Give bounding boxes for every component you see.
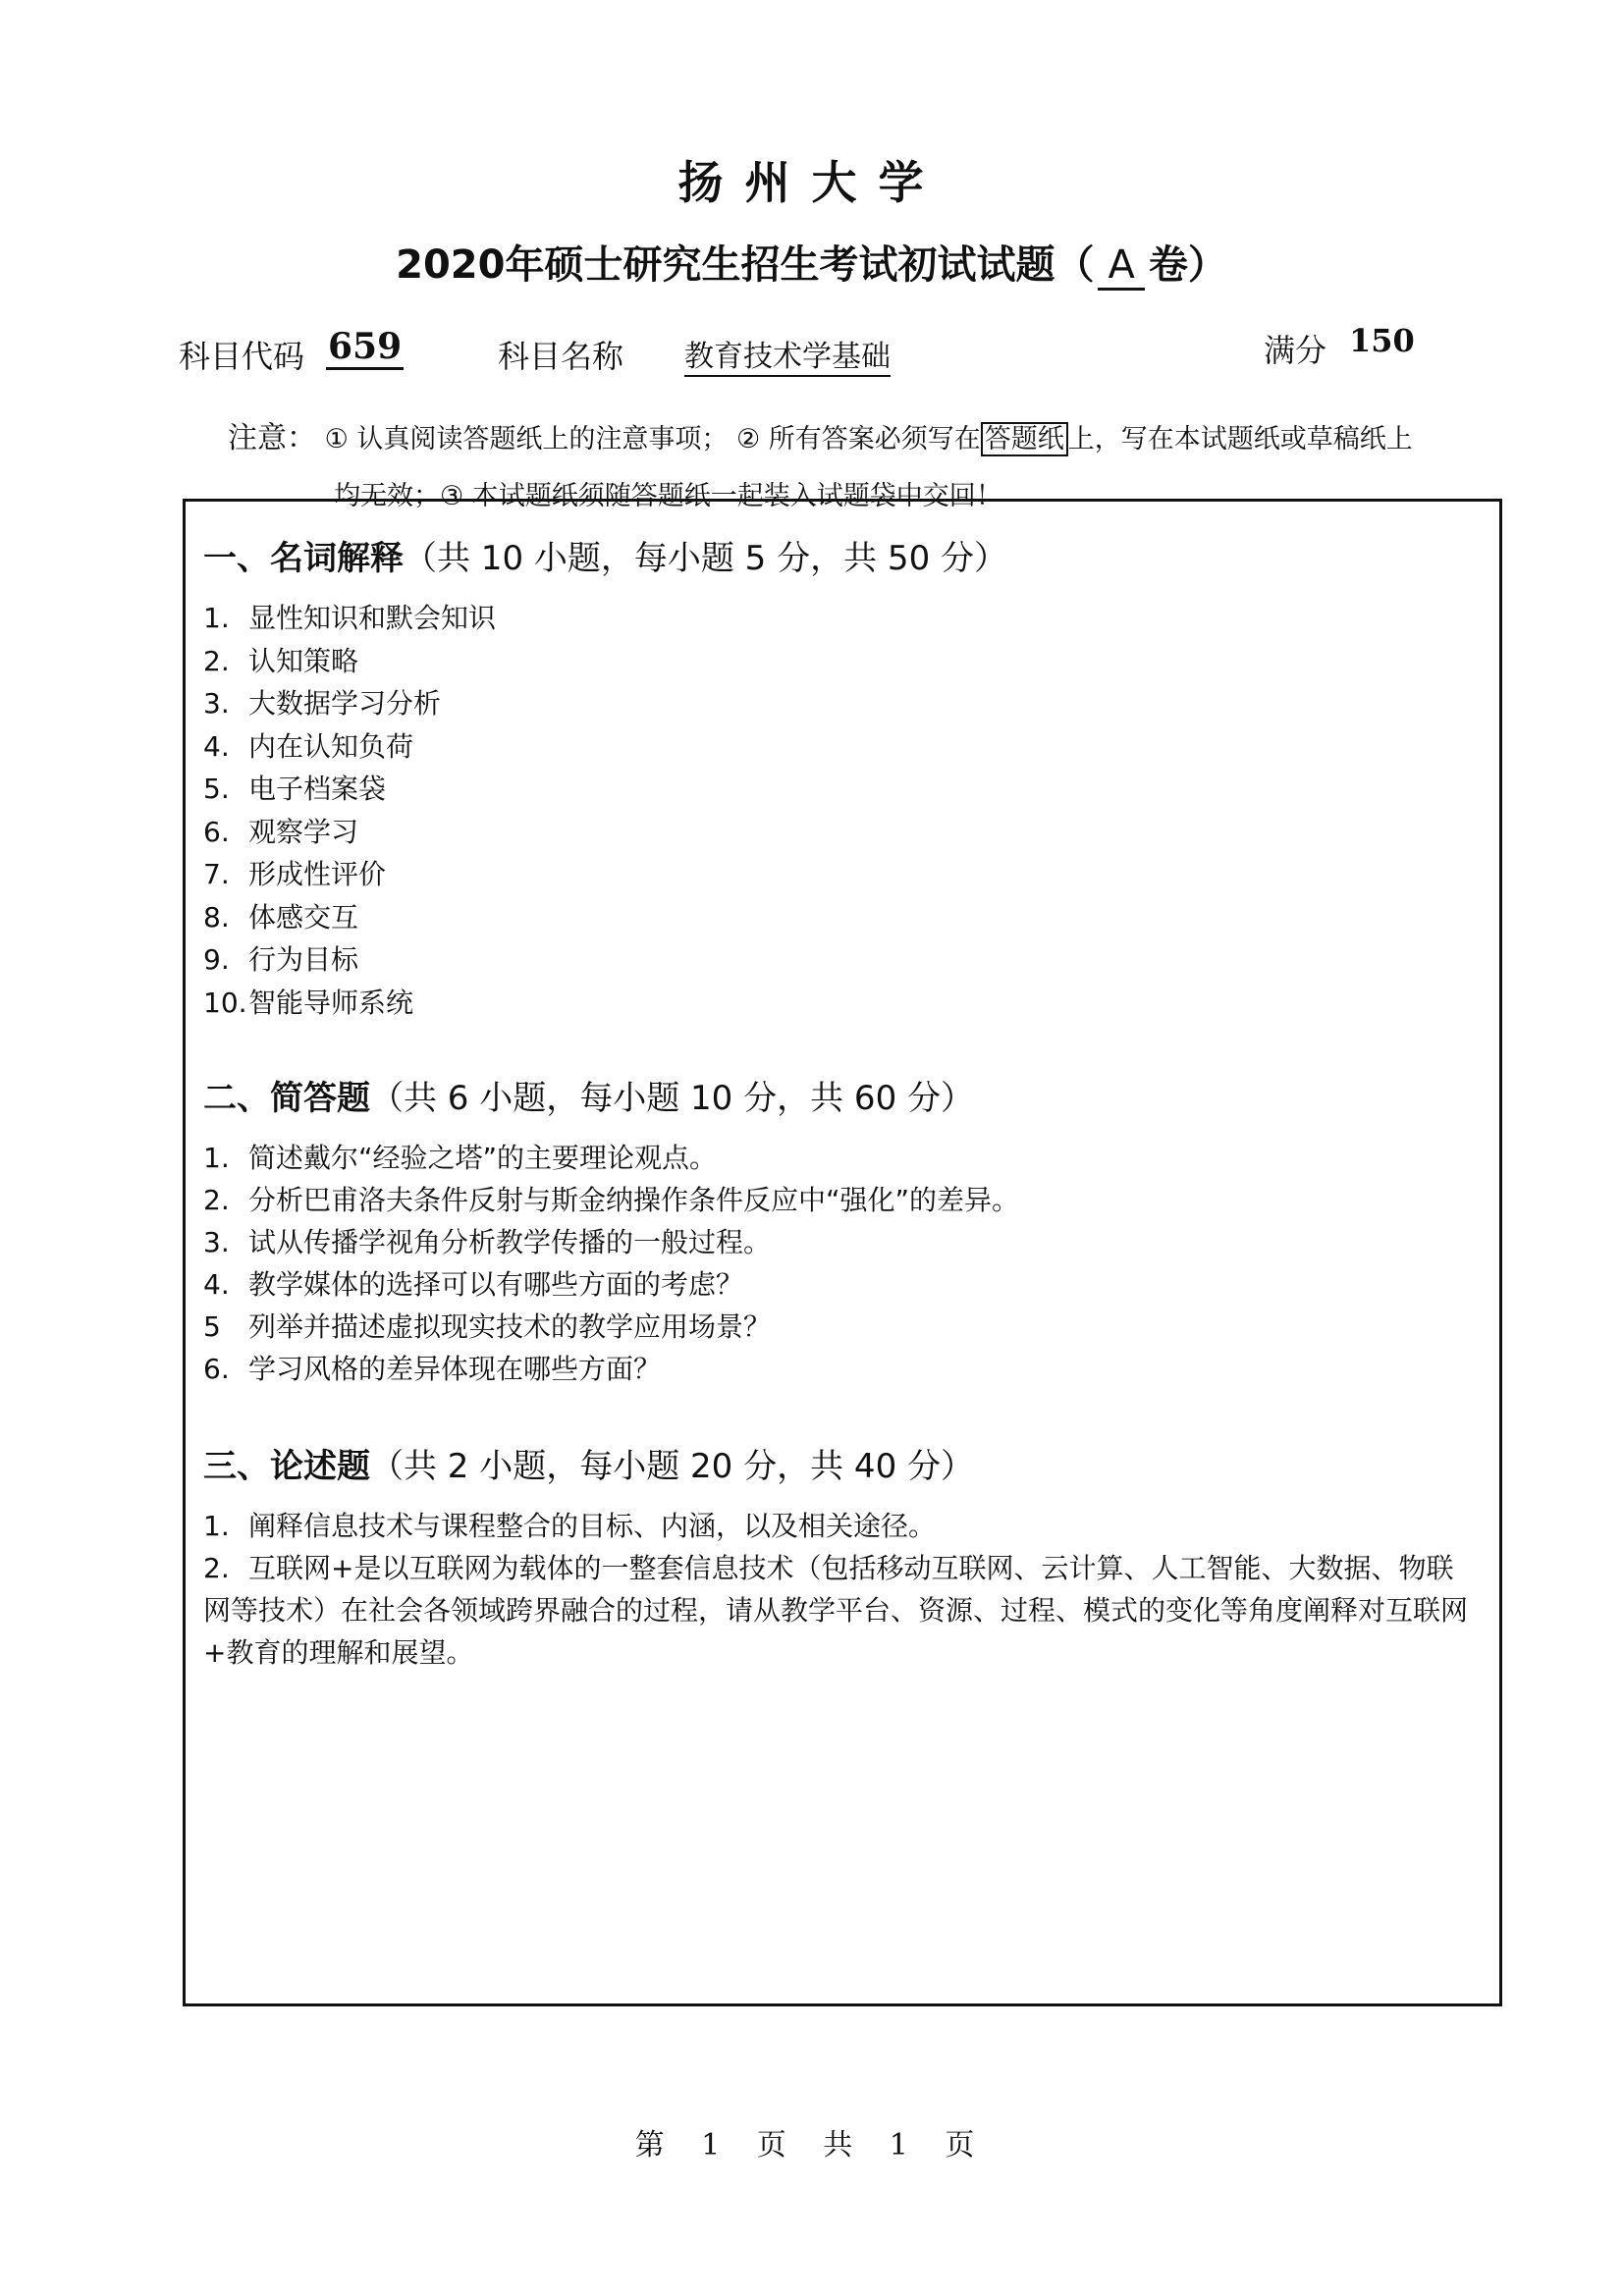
question-text: 学习风格的差异体现在哪些方面？ <box>248 1353 662 1385</box>
question-number: 8. <box>203 900 230 934</box>
question-text: 显性知识和默会知识 <box>248 602 497 634</box>
questions-box <box>183 499 1502 2006</box>
question-text: 试从传播学视角分析教学传播的一般过程。 <box>248 1226 772 1258</box>
question-item <box>203 982 1480 1025</box>
question-text: 内在认知负荷 <box>248 729 414 763</box>
question-text: 大数据学习分析 <box>248 687 442 720</box>
question-number: 3. <box>203 687 230 720</box>
section-score-info: （共 2 小题，每小题 20 分，共 40 分） <box>370 1447 975 1486</box>
section-heading: 二、简答题 <box>203 1079 370 1118</box>
answer-sheet-boxed-text: 答题纸 <box>981 422 1068 456</box>
question-item <box>203 811 1480 854</box>
question-number: 10. <box>203 986 247 1019</box>
question-text: 认知策略 <box>248 644 359 677</box>
question-text: 形成性评价 <box>248 858 387 890</box>
question-text: 行为目标 <box>248 943 359 976</box>
question-number: 2. <box>203 1184 230 1216</box>
question-number: 2. <box>203 1552 230 1584</box>
question-number: 4. <box>203 1268 230 1301</box>
question-text: 互联网+是以互联网为载体的一整套信息技术（包括移动互联网、云计算、人工智能、大数据、物联网等技术）在社会各领域跨界融合的过程，请从教学平台、资源、过程、模式的变化等角度阐释对互联网+教育的理解和展望。 <box>203 1552 1469 1669</box>
question-item <box>203 640 1480 683</box>
question-item <box>203 1137 1480 1179</box>
question-item <box>203 1348 1480 1390</box>
question-item <box>203 896 1480 939</box>
question-text: 智能导师系统 <box>248 986 414 1019</box>
notice-label: 注意： <box>228 421 316 455</box>
question-item <box>203 1221 1480 1263</box>
question-number: 1. <box>203 1510 230 1542</box>
question-number: 1. <box>203 1142 230 1174</box>
section-heading: 三、论述题 <box>203 1447 370 1486</box>
question-number: 9. <box>203 943 230 976</box>
section-score-info: （共 6 小题，每小题 10 分，共 60 分） <box>370 1079 975 1118</box>
section-term-explanation <box>203 531 1480 1024</box>
section-score-info: （共 10 小题，每小题 5 分，共 50 分） <box>404 539 1008 578</box>
section-heading: 一、名词解释 <box>203 539 404 578</box>
section-short-answer <box>203 1071 1480 1390</box>
subject-meta-row <box>179 322 1426 375</box>
section-title <box>203 1071 1480 1119</box>
question-number: 3. <box>203 1226 230 1258</box>
question-number: 6. <box>203 815 230 848</box>
exam-title-suffix: 卷） <box>1148 242 1227 288</box>
question-number: 1. <box>203 602 230 634</box>
question-item <box>203 1263 1480 1306</box>
question-number: 5. <box>203 773 230 805</box>
subject-name: 教育技术学基础 <box>684 332 891 377</box>
full-score: 150 <box>1349 322 1415 359</box>
question-text: 观察学习 <box>248 815 359 848</box>
subject-code-label: 科目代码 <box>179 338 305 375</box>
notice-line-2: 均无效；③ 本试题纸须随答题纸一起装入试题袋中交回！ <box>334 481 1002 511</box>
notice-item-2-suffix: 上，写在本试题纸或草稿纸上 <box>1067 424 1413 454</box>
notice-item-1: ① 认真阅读答题纸上的注意事项； <box>324 424 729 454</box>
question-number: 5 <box>203 1310 221 1343</box>
question-text: 简述戴尔“经验之塔”的主要理论观点。 <box>248 1142 718 1174</box>
question-item <box>203 597 1480 640</box>
question-item <box>203 725 1480 769</box>
question-text: 列举并描述虚拟现实技术的教学应用场景？ <box>248 1310 772 1343</box>
section-title <box>203 531 1480 579</box>
question-number: 4. <box>203 729 230 763</box>
question-item <box>203 1306 1480 1348</box>
question-number: 7. <box>203 858 230 890</box>
exam-title <box>0 234 1623 291</box>
university-name: 扬州大学 <box>677 156 946 209</box>
notice-item-2-prefix: ② 所有答案必须写在 <box>735 424 981 454</box>
question-text: 阐释信息技术与课程整合的目标、内涵，以及相关途径。 <box>248 1510 937 1542</box>
subject-code: 659 <box>326 326 404 370</box>
question-item <box>203 1547 1480 1674</box>
question-item <box>203 1505 1480 1547</box>
question-text: 分析巴甫洛夫条件反射与斯金纳操作条件反应中“强化”的差异。 <box>248 1184 1020 1216</box>
paper-type: A <box>1098 242 1144 291</box>
question-item <box>203 1179 1480 1221</box>
section-essay <box>203 1439 1480 1674</box>
question-number: 2. <box>203 644 230 677</box>
question-item <box>203 682 1480 725</box>
question-item <box>203 853 1480 896</box>
question-item <box>203 768 1480 811</box>
page-footer: 第 1 页 共 1 页 <box>634 2128 989 2163</box>
question-number: 6. <box>203 1353 230 1385</box>
exam-title-prefix: 2020年硕士研究生招生考试初试试题（ <box>396 242 1095 288</box>
subject-name-label: 科目名称 <box>498 338 624 375</box>
question-text: 教学媒体的选择可以有哪些方面的考虑？ <box>248 1268 744 1301</box>
section-title <box>203 1439 1480 1487</box>
full-score-label: 满分 <box>1264 332 1327 369</box>
question-item <box>203 938 1480 982</box>
question-text: 电子档案袋 <box>248 773 387 805</box>
question-text: 体感交互 <box>248 900 359 934</box>
